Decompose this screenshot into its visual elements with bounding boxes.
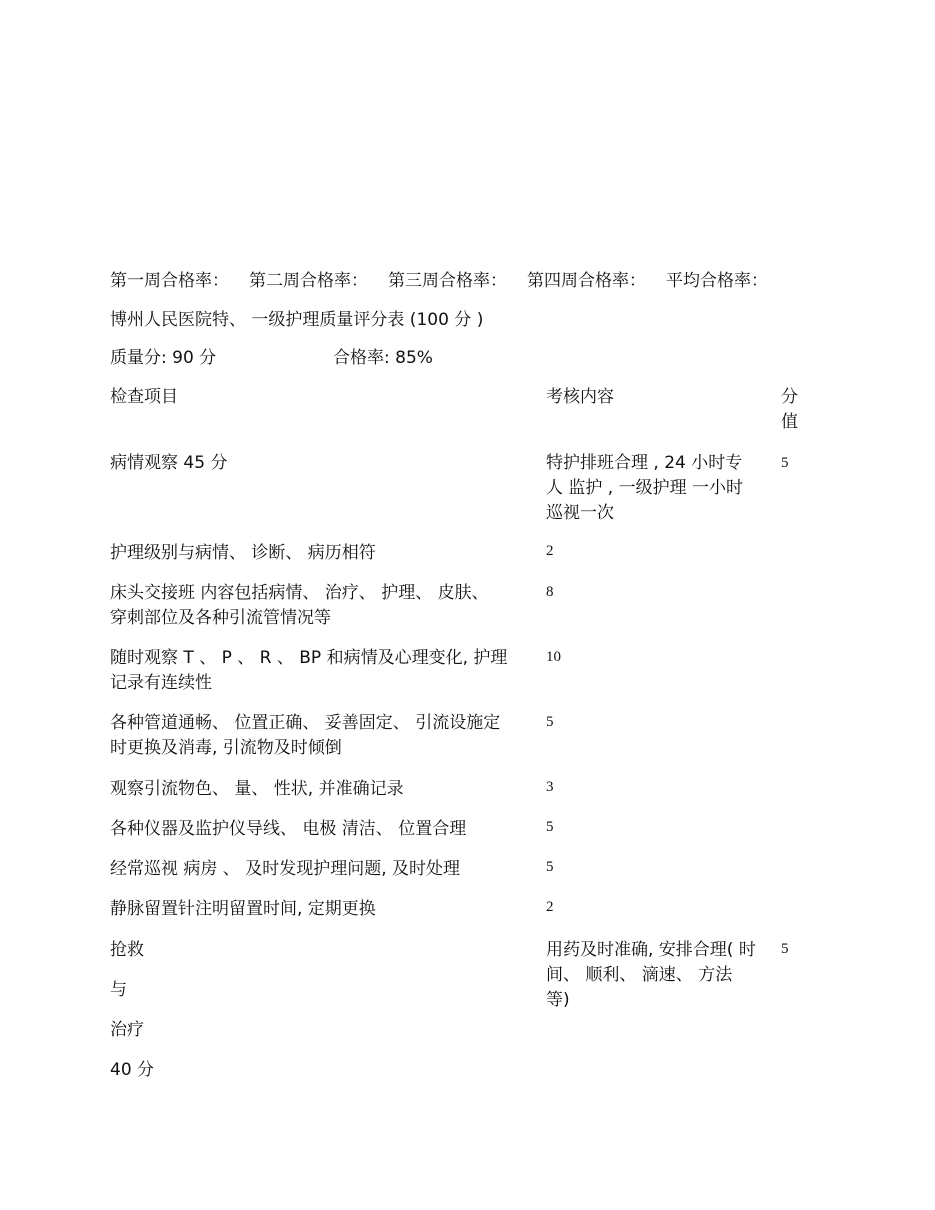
item-line: 床头交接班 内容包括病情、 治疗、 护理、 皮肤、 (110, 583, 489, 603)
score-value: 2 (546, 899, 554, 915)
category-label-rescue-line: 与 (110, 980, 127, 1000)
quality-score: 质量分: 90 分 (110, 348, 217, 368)
item-line: 记录有连续性 (110, 673, 212, 693)
content-line: 巡视一次 (546, 503, 614, 523)
score-value: 5 (781, 455, 789, 471)
score-value: 10 (546, 649, 561, 665)
score-value: 5 (781, 941, 789, 957)
content-line: 人 监护 , 一级护理 一小时 (546, 478, 744, 498)
document-title: 博州人民医院特、 一级护理质量评分表 (100 分 ) (110, 310, 484, 330)
item-line: 观察引流物色、 量、 性状, 并准确记录 (110, 779, 404, 799)
score-value: 5 (546, 859, 554, 875)
column-header-content: 考核内容 (546, 387, 614, 407)
content-line: 等) (546, 990, 570, 1010)
category-label-rescue-line: 40 分 (110, 1060, 155, 1080)
item-line: 穿刺部位及各种引流管情况等 (110, 608, 331, 628)
column-header-item: 检查项目 (110, 387, 178, 407)
week1-pass-rate-label: 第一周合格率： (110, 271, 229, 291)
week3-pass-rate-label: 第三周合格率： (388, 271, 507, 291)
content-line: 用药及时准确, 安排合理( 时 (546, 940, 756, 960)
week2-pass-rate-label: 第二周合格率： (249, 271, 368, 291)
content-line: 特护排班合理 , 24 小时专 (546, 453, 743, 473)
score-value: 2 (546, 543, 554, 559)
item-line: 静脉留置针注明留置时间, 定期更换 (110, 899, 376, 919)
average-pass-rate-label: 平均合格率： (666, 271, 768, 291)
content-line: 间、 顺利、 滴速、 方法 (546, 965, 733, 985)
score-value: 5 (546, 819, 554, 835)
item-line: 时更换及消毒, 引流物及时倾倒 (110, 738, 342, 758)
category-label-observation: 病情观察 45 分 (110, 453, 228, 473)
column-header-score-line2: 值 (781, 412, 798, 432)
item-line: 经常巡视 病房 、 及时发现护理问题, 及时处理 (110, 859, 461, 879)
score-value: 8 (546, 584, 554, 600)
pass-rate: 合格率: 85% (333, 348, 433, 368)
item-line: 护理级别与病情、 诊断、 病历相符 (110, 543, 376, 563)
column-header-score-line1: 分 (781, 387, 798, 407)
week4-pass-rate-label: 第四周合格率： (527, 271, 646, 291)
score-value: 5 (546, 714, 554, 730)
category-label-rescue-line: 抢救 (110, 940, 144, 960)
category-label-rescue-line: 治疗 (110, 1020, 144, 1040)
item-line: 各种仪器及监护仪导线、 电极 清洁、 位置合理 (110, 819, 467, 839)
score-value: 3 (546, 779, 554, 795)
item-line: 各种管道通畅、 位置正确、 妥善固定、 引流设施定 (110, 713, 501, 733)
item-line: 随时观察 T 、 P 、 R 、 BP 和病情及心理变化, 护理 (110, 648, 508, 668)
